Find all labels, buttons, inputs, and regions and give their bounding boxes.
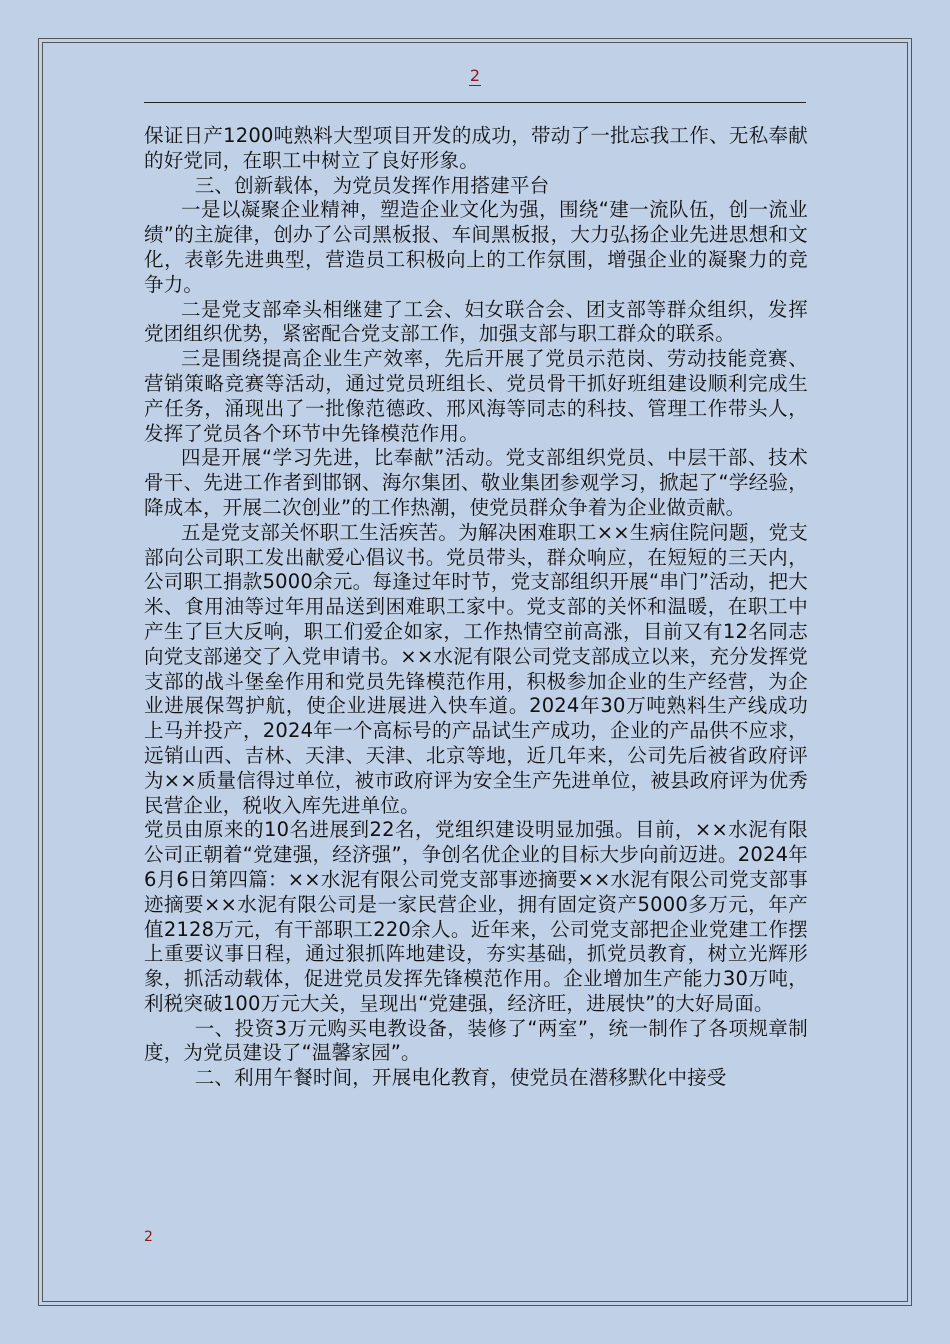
header-page-number: 2 (469, 66, 481, 85)
footer-page-number: 2 (144, 1229, 153, 1245)
paragraph: 三是围绕提高企业生产效率，先后开展了党员示范岗、劳动技能竞赛、营销策略竞赛等活动，通过党员班组长、党员骨干抓好班组建设顺利完成生产任务，涌现出了一批像范德政、邢风海等同志的科技、管理工作带头人，发挥了党员各个环节中先锋模范作用。 (144, 347, 808, 445)
paragraph: 五是党支部关怀职工生活疾苦。为解决困难职工××生病住院问题，党支部向公司职工发出献爱心倡议书。党员带头，群众响应，在短短的三天内，公司职工捐款5000余元。每逢过年时节，党支部组织开展“串门”活动，把大米、食用油等过年用品送到困难职工家中。党支部的关怀和温暖，在职工中产生了巨大反响，职工们爱企如家，工作热情空前高涨，目前又有12名同志向党支部递交了入党申请书。××水泥有限公司党支部成立以来，充分发挥党支部的战斗堡垒作用和党员先锋模范作用，积极参加企业的生产经营，为企业进展保驾护航，使企业进展进入快车道。2024年30万吨熟料生产线成功上马并投产，2024年一个高标号的产品试生产成功，企业的产品供不应求，远销山西、吉林、天津、天津、北京等地，近几年来，公司先后被省政府评为××质量信得过单位，被市政府评为安全生产先进单位，被县政府评为优秀民营企业，税收入库先进单位。 (144, 520, 808, 817)
section-heading: 三、创新载体，为党员发挥作用搭建平台 (194, 173, 550, 197)
document-body (144, 124, 808, 1091)
paragraph: 党员由原来的10名进展到22名，党组织建设明显加强。目前，××水泥有限公司正朝着“党建强，经济强”，争创名优企业的目标大步向前迈进。2024年6月6日第四篇：××水泥有限公司党支部事迹摘要××水泥有限公司党支部事迹摘要××水泥有限公司是一家民营企业，拥有固定资产5000多万元，年产值2128万元，有干部职工220余人。近年来，公司党支部把企业党建工作摆上重要议事日程，通过狠抓阵地建设，夯实基础，抓党员教育，树立光辉形象，抓活动载体，促进党员发挥先锋模范作用。企业增加生产能力30万吨，利税突破100万元大关，呈现出“党建强，经济旺，进展快”的大好局面。 (144, 818, 808, 1015)
paragraph: 二、利用午餐时间，开展电化教育，使党员在潜移默化中接受 (194, 1066, 727, 1090)
paragraph: 四是开展“学习先进，比奉献”活动。党支部组织党员、中层干部、技术骨干、先进工作者到邯钢、海尔集团、敬业集团参观学习，掀起了“学经验，降成本，开展二次创业”的工作热潮，使党员群众争着为企业做贡献。 (144, 446, 808, 519)
paragraph: 一是以凝聚企业精神，塑造企业文化为强，围绕“建一流队伍，创一流业绩”的主旋律，创办了公司黑板报、车间黑板报，大力弘扬企业先进思想和文化，表彰先进典型，营造员工积极向上的工作氛围，增强企业的凝聚力的竞争力。 (144, 198, 808, 296)
paragraph: 一、投资3万元购买电教设备，装修了“两室”，统一制作了各项规章制度，为党员建设了“温馨家园”。 (144, 1016, 808, 1065)
paragraph: 二是党支部牵头相继建了工会、妇女联合会、团支部等群众组织，发挥党团组织优势，紧密配合党支部工作，加强支部与职工群众的联系。 (144, 297, 808, 346)
paragraph: 保证日产1200吨熟料大型项目开发的成功，带动了一批忘我工作、无私奉献的好党同，在职工中树立了良好形象。 (144, 124, 808, 172)
header-rule (144, 102, 806, 103)
